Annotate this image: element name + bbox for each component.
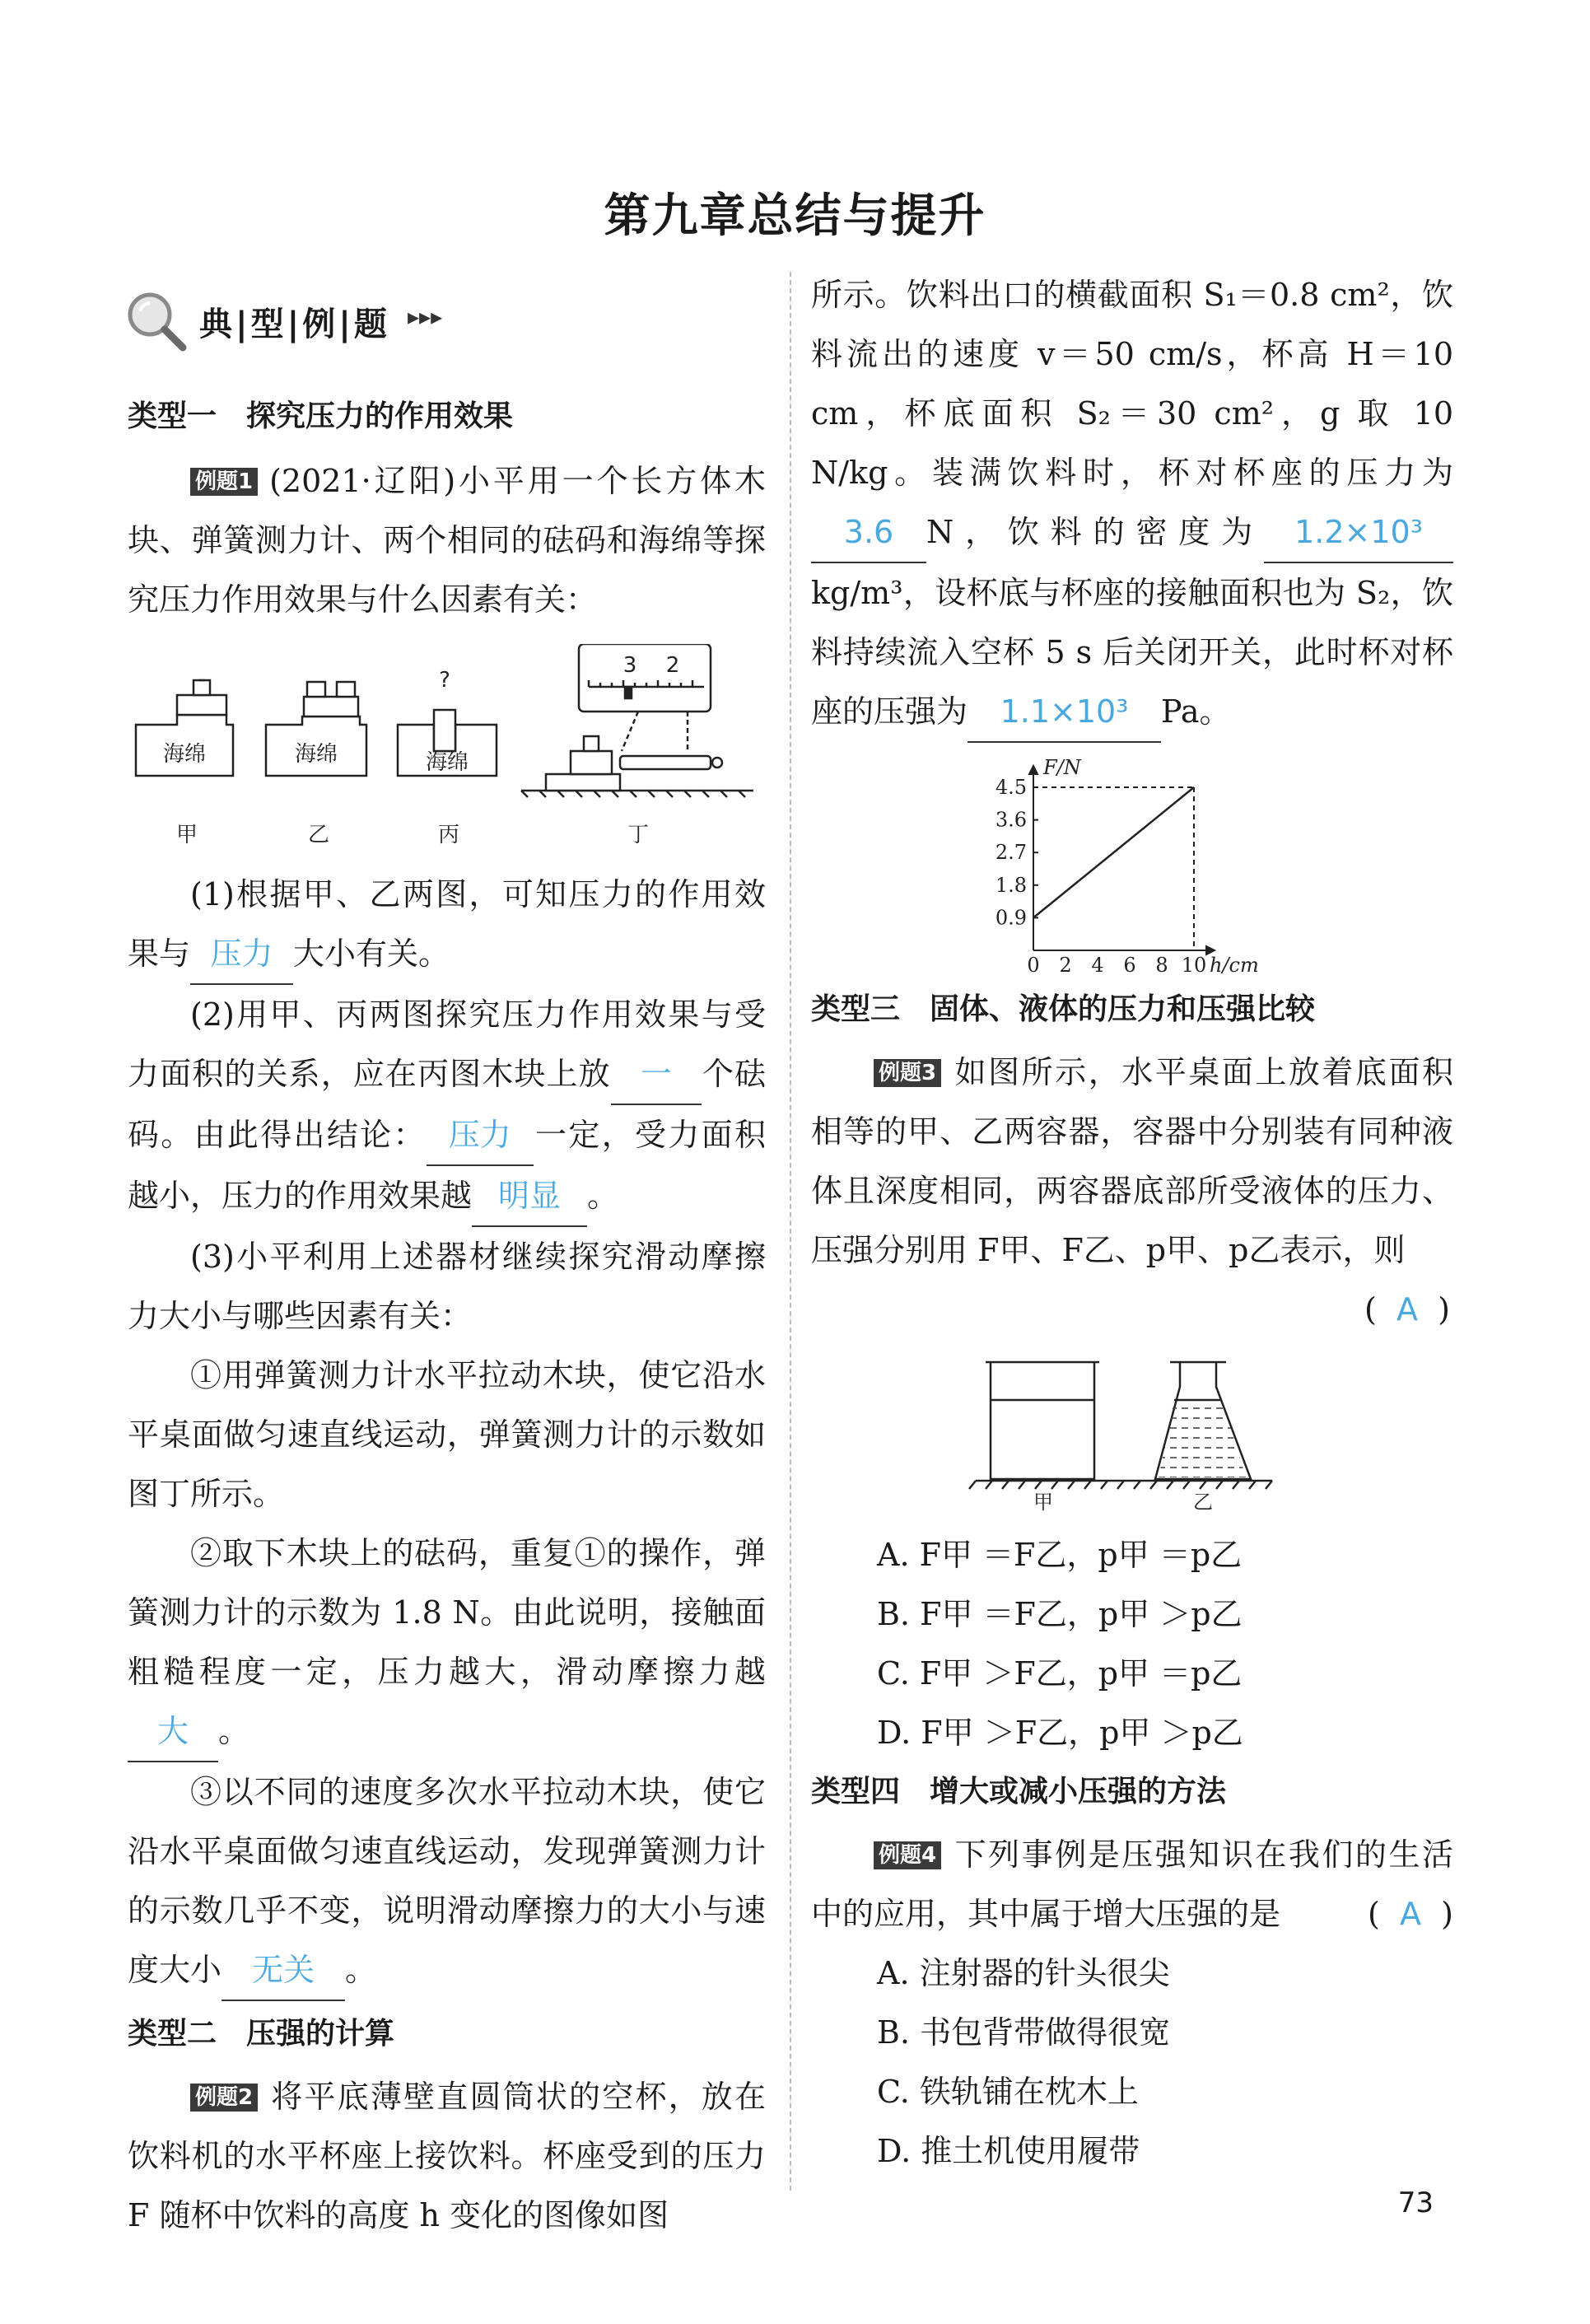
containers-figure — [811, 1344, 1453, 1517]
q2-answer-1: 一 — [611, 1044, 702, 1105]
figure-label-yi: 乙 — [307, 823, 330, 847]
ex2-text-c: kg/m³，设杯底与杯座的接触面积也为 S₂，饮料持续流入空杯 5 s 后关闭开关，此时杯对杯座的压强为 — [811, 575, 1453, 730]
ex2-answer-3: 1.1×10³ — [968, 682, 1161, 743]
q2-answer-3: 明显 — [472, 1166, 587, 1227]
example4-option-a: A. 注射器的针头很尖 — [877, 1955, 1170, 1991]
magnifier-icon — [124, 288, 188, 352]
ex2-answer-1: 3.6 — [811, 502, 926, 563]
example3-option-a: A. F甲 ＝F乙，p甲 ＝p乙 — [877, 1537, 1243, 1573]
example3-label: 例题3 — [874, 1059, 941, 1087]
q2-text: (2)用甲、丙两图探究压力作用效果与受力面积的关系，应在丙图木块上放 — [128, 996, 766, 1092]
example3-option-b: B. F甲 ＝F乙，p甲 ＞p乙 — [877, 1596, 1243, 1632]
x-tick-label: 2 — [1059, 954, 1072, 977]
question-2 — [128, 985, 766, 1227]
container-label-jia: 甲 — [1033, 1491, 1053, 1514]
page-number: 73 — [1397, 2186, 1434, 2219]
example3-option-d: D. F甲 ＞F乙，p甲 ＞p乙 — [877, 1715, 1243, 1751]
example4-options — [811, 1944, 1453, 2181]
ex2-answer-2: 1.2×10³ — [1264, 502, 1453, 563]
x-tick-label: 10 — [1181, 954, 1207, 977]
page-title: 第九章总结与提升 — [604, 189, 986, 243]
ex2-text-b: N，饮料的密度为 — [926, 514, 1264, 550]
experiment-figure — [128, 644, 766, 850]
figure-label-bing: 丙 — [437, 823, 460, 847]
example2-label: 例题2 — [190, 2084, 258, 2112]
example1-label: 例题1 — [190, 468, 258, 496]
q3-2-text-end: 。 — [218, 1713, 250, 1749]
example4-answer: A — [1400, 1896, 1422, 1932]
example1-text: (2021·辽阳)小平用一个长方体木块、弹簧测力计、两个相同的砝码和海绵等探究压力作用效果与什么因素有关： — [128, 463, 766, 618]
example3-option-c: C. F甲 ＞F乙，p甲 ＝p乙 — [877, 1655, 1243, 1692]
question-mark: ? — [439, 668, 450, 693]
ex2-text-a: 所示。饮料出口的横截面积 S₁＝0.8 cm²，饮料流出的速度 v＝50 cm/s，杯高 H＝10 cm，杯底面积 S₂＝30 cm²，g 取 10 N/kg。装满饮料时，杯对杯座的压力为 — [811, 277, 1453, 491]
example3-text — [811, 1043, 1453, 1280]
sponge-label-1: 海绵 — [162, 742, 207, 767]
q2-text-3: 一定，受力面积越小，压力的作用效果越 — [128, 1117, 766, 1214]
type4-heading: 类型四 增大或减小压强的方法 — [811, 1775, 1227, 1808]
q3-3-answer: 无关 — [221, 1940, 345, 2001]
ex3-text: 如图所示，水平桌面上放着底面积相等的甲、乙两容器，容器中分别装有同种液体且深度相同，两容器底部所受液体的压力、压强分别用 F甲、F乙、p甲、p乙表示，则 — [811, 1054, 1453, 1268]
example3-answer-paren: ( A ) — [1364, 1291, 1450, 1328]
sponge-label-2: 海绵 — [294, 742, 338, 767]
x-tick-label: 6 — [1123, 954, 1136, 977]
example4-option-b: B. 书包背带做得很宽 — [877, 2014, 1171, 2051]
q1-answer: 压力 — [190, 924, 293, 985]
y-tick-label: 2.7 — [995, 841, 1027, 865]
y-tick-label: 4.5 — [995, 776, 1027, 799]
example2-intro — [128, 2067, 766, 2245]
container-label-yi: 乙 — [1193, 1491, 1213, 1514]
example2-continued — [811, 265, 1453, 743]
example4-option-c: C. 铁轨铺在枕木上 — [877, 2074, 1139, 2110]
sponge-label-3: 海绵 — [425, 750, 469, 775]
section-header-text: 典|型|例|题 — [199, 306, 390, 343]
q3-2-answer: 大 — [128, 1701, 218, 1762]
q3-2-text: ②取下木块上的砝码，重复①的操作，弹簧测力计的示数为 1.8 N。由此说明，接触面粗糙程度一定，压力越大，滑动摩擦力越 — [128, 1535, 766, 1690]
question-3-step-1: ①用弹簧测力计水平拉动木块，使它沿水平桌面做匀速直线运动，弹簧测力计的示数如图丁所示。 — [128, 1357, 766, 1512]
example3-answer: A — [1396, 1291, 1419, 1328]
ex2-text-d: Pa。 — [1161, 693, 1231, 730]
q2-text-2: 个砝码。由此得出结论： — [128, 1056, 766, 1153]
y-axis-arrow — [1029, 766, 1037, 774]
question-3-step-2 — [128, 1524, 766, 1762]
type1-heading: 类型一 探究压力的作用效果 — [128, 399, 514, 433]
x-axis-label: h/cm — [1210, 954, 1259, 977]
x-tick-label: 4 — [1091, 954, 1104, 977]
q3-3-text-end: 。 — [345, 1952, 377, 1988]
left-column — [128, 387, 766, 2245]
question-3-step-3 — [128, 1762, 766, 2001]
scale-label-3: 3 — [622, 653, 637, 678]
x-tick-label: 0 — [1027, 954, 1040, 977]
example1-intro — [128, 451, 766, 629]
type3-heading: 类型三 固体、液体的压力和压强比较 — [811, 992, 1316, 1026]
x-tick-label: 8 — [1155, 954, 1168, 977]
y-tick-label: 3.6 — [995, 808, 1027, 832]
figure-label-jia: 甲 — [175, 823, 198, 847]
example4-option-d: D. 推土机使用履带 — [877, 2133, 1140, 2169]
right-column — [811, 265, 1453, 2181]
y-tick-label: 1.8 — [995, 873, 1027, 897]
y-tick-label: 0.9 — [995, 906, 1027, 930]
q2-answer-2: 压力 — [427, 1105, 534, 1166]
q2-text-end: 。 — [587, 1178, 619, 1214]
question-3: (3)小平利用上述器材继续探究滑动摩擦力大小与哪些因素有关： — [128, 1239, 766, 1334]
column-divider — [790, 272, 791, 2191]
type2-heading: 类型二 压强的计算 — [128, 2017, 395, 2051]
force-height-chart — [811, 754, 1453, 977]
y-axis-label: F/N — [1043, 756, 1081, 779]
question-1 — [128, 865, 766, 985]
q1-text: (1)根据甲、乙两图，可知压力的作用效果与 — [128, 876, 766, 972]
example3-options — [811, 1525, 1453, 1762]
q1-text-end: 大小有关。 — [293, 936, 450, 972]
header-arrows: ▸▸▸ — [408, 303, 443, 330]
figure-label-ding: 丁 — [627, 823, 650, 847]
example4-text: 例题4 下列事例是压强知识在我们的生活中的应用，其中属于增大压强的是 ( A ) — [811, 1836, 1453, 1932]
example2-text: 将平底薄壁直圆筒状的空杯，放在饮料机的水平杯座上接饮料。杯座受到的压力 F 随杯中饮料的高度 h 变化的图像如图 — [128, 2079, 766, 2233]
scale-label-2: 2 — [665, 653, 680, 678]
data-line — [1033, 787, 1194, 917]
q3-3-text: ③以不同的速度多次水平拉动木块，使它沿水平桌面做匀速直线运动，发现弹簧测力计的示数几乎不变，说明滑动摩擦力的大小与速度大小 — [128, 1774, 766, 1988]
ex4-text: 下列事例是压强知识在我们的生活中的应用，其中属于增大压强的是 — [811, 1836, 1453, 1932]
example4-label: 例题4 — [874, 1841, 941, 1869]
